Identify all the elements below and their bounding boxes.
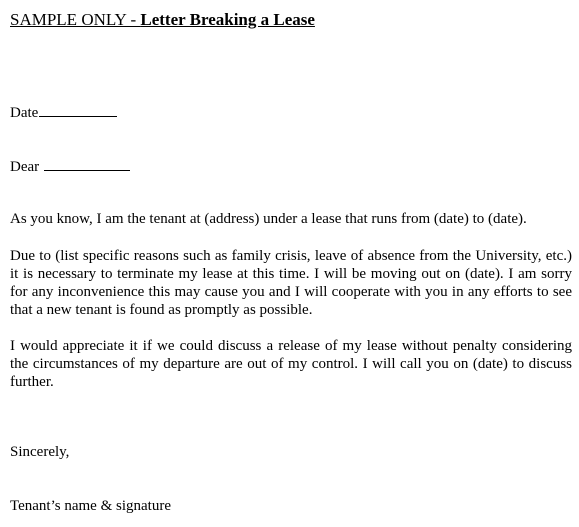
date-blank	[39, 102, 117, 117]
paragraph-intro: As you know, I am the tenant at (address) under a lease that runs from (date) to (date).	[10, 211, 527, 227]
date-line	[10, 102, 117, 122]
title-main: Letter Breaking a Lease	[140, 10, 315, 29]
dear-label: Dear	[10, 159, 40, 175]
date-label: Date	[10, 105, 39, 121]
document-title	[10, 10, 315, 30]
title-prefix: SAMPLE ONLY -	[10, 10, 141, 29]
paragraph-reasons: Due to (list specific reasons such as family crisis, leave of absence from the University, etc.) it is necessary to terminate my lease at this time. I will be moving out on (date). I am sorry for any inconvenience this may cause you and I will cooperate with you in any efforts to see that a new tenant is found as promptly as possible.	[10, 248, 572, 318]
closing: Sincerely,	[10, 444, 70, 460]
salutation-line	[10, 156, 130, 176]
signature-line: Tenant’s name & signature	[10, 498, 171, 514]
recipient-blank	[44, 156, 130, 171]
paragraph-release: I would appreciate it if we could discuss a release of my lease without penalty considering the circumstances of my departure are out of my control. I will call you on (date) to discuss further.	[10, 338, 572, 390]
